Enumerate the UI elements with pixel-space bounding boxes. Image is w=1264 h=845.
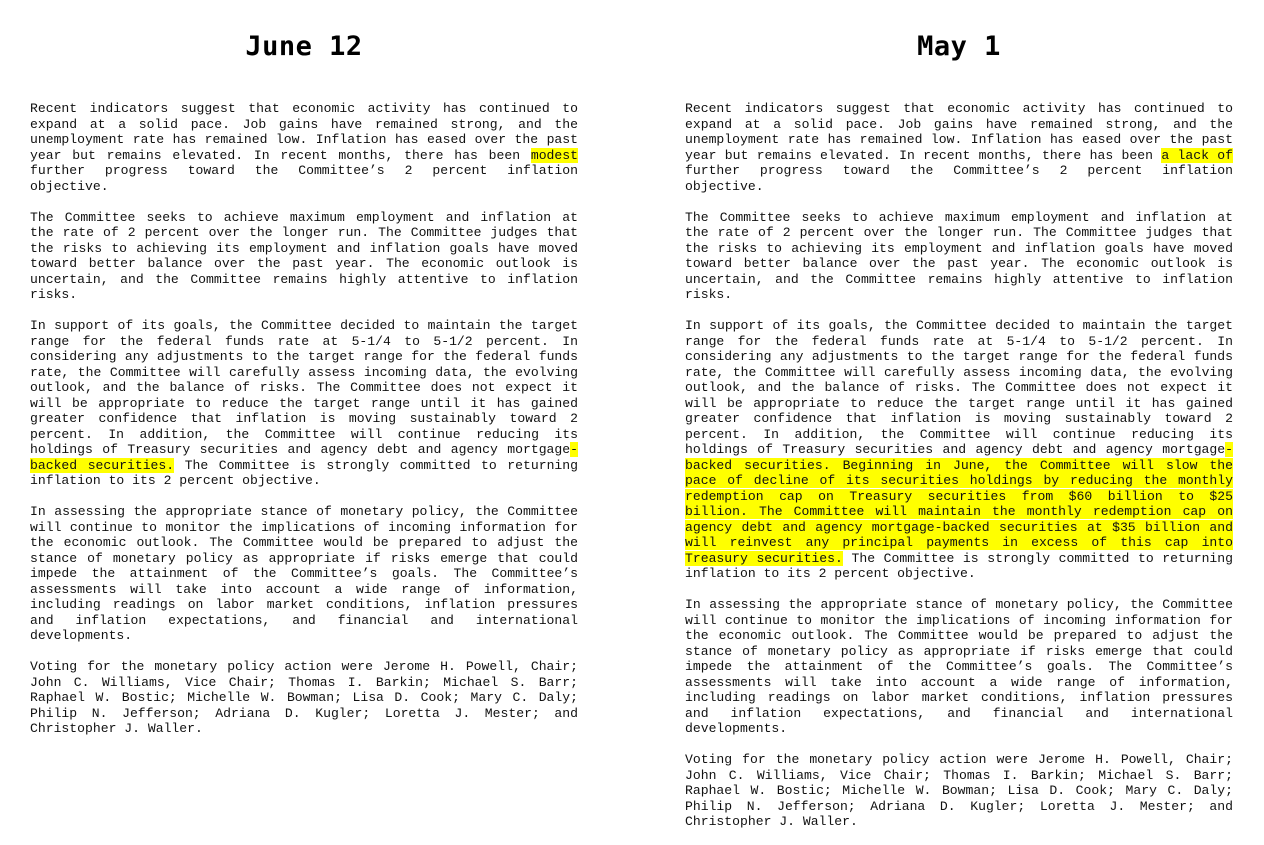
june-p1-text-a: Recent indicators suggest that economic activity has continued to expand at a solid pace. Job gains have remained strong, and the unemployment rate has remained low. Inflation has eased over the past year but remains elevated. In recent months, there has been bbox=[30, 101, 578, 163]
june-paragraph-3 bbox=[30, 318, 578, 489]
may-column-title: May 1 bbox=[917, 31, 1001, 62]
june-paragraph-4: In assessing the appropriate stance of monetary policy, the Committee will continue to monitor the implications of incoming information for the economic outlook. The Committee would be prepared to adjust the stance of monetary policy as appropriate if risks emerge that could impede the attainment of the Committee’s goals. The Committee’s assessments will take into account a wide range of information, including readings on labor market conditions, inflation pressures and inflation expectations, and financial and international developments. bbox=[30, 504, 578, 643]
june-column-title: June 12 bbox=[245, 31, 363, 62]
june-paragraph-5: Voting for the monetary policy action were Jerome H. Powell, Chair; John C. Williams, Vice Chair; Thomas I. Barkin; Michael S. Barr; Raphael W. Bostic; Michelle W. Bowman; Lisa D. Cook; Mary C. Daly; Philip N. Jefferson; Adriana D. Kugler; Loretta J. Mester; and Christopher J. Waller. bbox=[30, 659, 578, 736]
may-paragraph-4: In assessing the appropriate stance of monetary policy, the Committee will continue to monitor the implications of incoming information for the economic outlook. The Committee would be prepared to adjust the stance of monetary policy as appropriate if risks emerge that could impede the attainment of the Committee’s goals. The Committee’s assessments will take into account a wide range of information, including readings on labor market conditions, inflation pressures and inflation expectations, and financial and international developments. bbox=[685, 597, 1233, 736]
june-paragraph-2: The Committee seeks to achieve maximum employment and inflation at the rate of 2 percent over the longer run. The Committee judges that the risks to achieving its employment and inflation goals have moved toward better balance over the past year. The economic outlook is uncertain, and the Committee remains highly attentive to inflation risks. bbox=[30, 209, 578, 302]
may-p3-highlight: -backed securities. Beginning in June, the Committee will slow the pace of decline of its securities holdings by reducing the monthly redemption cap on Treasury securities from $60 billion to $25 billion. The Committee will maintain the monthly redemption cap on agency debt and agency mortgage-backed securities at $35 billion and will reinvest any principal payments in excess of this cap into Treasury securities. bbox=[685, 442, 1233, 566]
may-p1-text-a: Recent indicators suggest that economic activity has continued to expand at a solid pace. Job gains have remained strong, and the unemployment rate has remained low. Inflation has eased over the past year but remains elevated. In recent months, there has been bbox=[685, 101, 1233, 163]
may-statement-column bbox=[685, 0, 1233, 845]
may-p3-text-a: In support of its goals, the Committee decided to maintain the target range for the federal funds rate at 5-1/4 to 5-1/2 percent. In considering any adjustments to the target range for the federal funds rate, the Committee will carefully assess incoming data, the evolving outlook, and the balance of risks. The Committee does not expect it will be appropriate to reduce the target range until it has gained greater confidence that inflation is moving sustainably toward 2 percent. In addition, the Committee will continue reducing its holdings of Treasury securities and agency debt and agency mortgage bbox=[685, 318, 1233, 457]
may-p1-text-b: further progress toward the Committee’s 2 percent inflation objective. bbox=[685, 163, 1233, 194]
june-p3-text-b: The Committee is strongly committed to returning inflation to its 2 percent objective. bbox=[30, 457, 578, 488]
may-paragraph-3 bbox=[685, 318, 1233, 582]
may-p3-text-b: The Committee is strongly committed to returning inflation to its 2 percent objective. bbox=[685, 550, 1233, 581]
may-paragraph-5: Voting for the monetary policy action were Jerome H. Powell, Chair; John C. Williams, Vice Chair; Thomas I. Barkin; Michael S. Barr; Raphael W. Bostic; Michelle W. Bowman; Lisa D. Cook; Mary C. Daly; Philip N. Jefferson; Adriana D. Kugler; Loretta J. Mester; and Christopher J. Waller. bbox=[685, 752, 1233, 829]
june-statement-column bbox=[30, 0, 578, 752]
may-p1-highlight: a lack of bbox=[1161, 147, 1234, 163]
may-paragraph-2: The Committee seeks to achieve maximum employment and inflation at the rate of 2 percent over the longer run. The Committee judges that the risks to achieving its employment and inflation goals have moved toward better balance over the past year. The economic outlook is uncertain, and the Committee remains highly attentive to inflation risks. bbox=[685, 209, 1233, 302]
june-p3-text-a: In support of its goals, the Committee decided to maintain the target range for the federal funds rate at 5-1/4 to 5-1/2 percent. In considering any adjustments to the target range for the federal funds rate, the Committee will carefully assess incoming data, the evolving outlook, and the balance of risks. The Committee does not expect it will be appropriate to reduce the target range until it has gained greater confidence that inflation is moving sustainably toward 2 percent. In addition, the Committee will continue reducing its holdings of Treasury securities and agency debt and agency mortgage bbox=[30, 318, 578, 457]
june-p1-text-b: further progress toward the Committee’s 2 percent inflation objective. bbox=[30, 163, 578, 194]
june-p1-highlight: modest bbox=[530, 147, 578, 163]
june-paragraph-1 bbox=[30, 101, 578, 194]
june-p3-highlight: -backed securities. bbox=[30, 442, 578, 473]
may-paragraph-1 bbox=[685, 101, 1233, 194]
